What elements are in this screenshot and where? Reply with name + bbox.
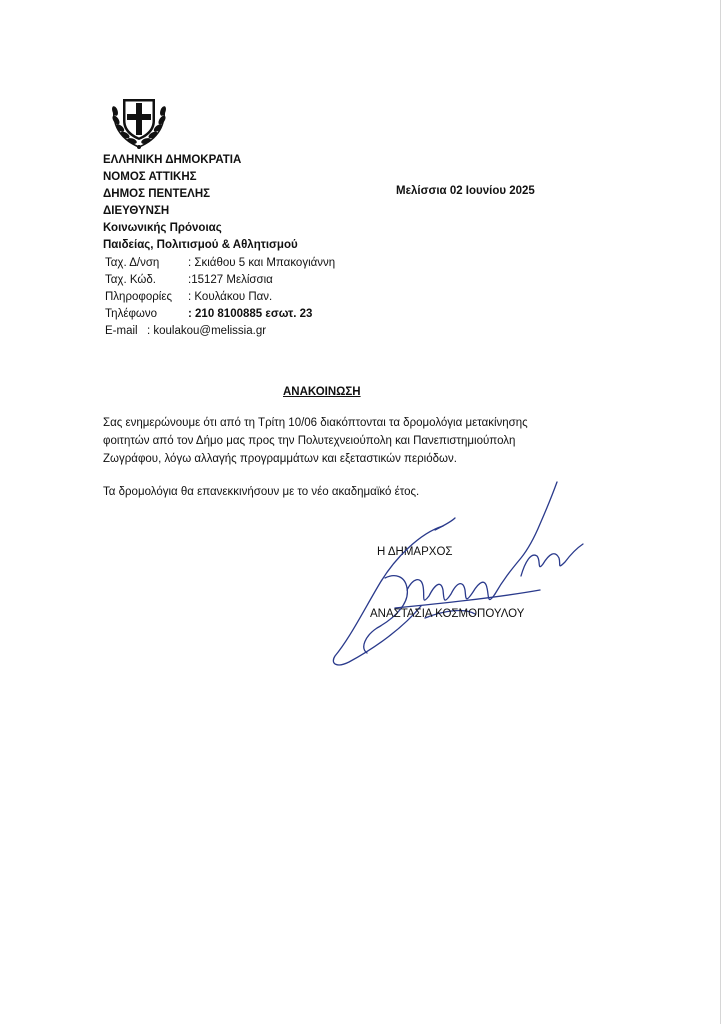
header-prefecture: ΝΟΜΟΣ ΑΤΤΙΚΗΣ: [103, 171, 197, 183]
info-label: Πληροφορίες: [105, 291, 173, 303]
body-line-4: Τα δρομολόγια θα επανεκκινήσουν με το νέο ακαδημαϊκό έτος.: [103, 486, 420, 498]
info-value: : Κουλάκου Παν.: [188, 291, 273, 303]
header-department-line2: Παιδείας, Πολιτισμού & Αθλητισμού: [103, 239, 298, 251]
email-label: E-mail: [105, 325, 138, 337]
body-line-2: φοιτητών από τον Δήμο μας προς την Πολυτεχνειούπολη και Πανεπιστημιούπολη: [103, 435, 516, 447]
document-date: Μελίσσια 02 Ιουνίου 2025: [396, 185, 535, 197]
postcode-label: Ταχ. Κώδ.: [105, 274, 156, 286]
header-municipality: ΔΗΜΟΣ ΠΕΝΤΕΛΗΣ: [103, 188, 211, 200]
email-value: : koulakou@melissia.gr: [147, 325, 267, 337]
greek-coat-of-arms-icon: [106, 87, 172, 153]
page-edge: [720, 0, 721, 1024]
announcement-title: ΑΝΑΚΟΙΝΩΣΗ: [283, 386, 361, 398]
phone-value: : 210 8100885 εσωτ. 23: [188, 308, 313, 320]
header-directorate: ΔΙΕΥΘΥΝΣΗ: [103, 205, 170, 217]
header-department-line1: Κοινωνικής Πρόνοιας: [103, 222, 222, 234]
header-country: ΕΛΛΗΝΙΚΗ ΔΗΜΟΚΡΑΤΙΑ: [103, 154, 242, 166]
body-line-1: Σας ενημερώνουμε ότι από τη Τρίτη 10/06 διακόπτονται τα δρομολόγια μετακίνησης: [103, 417, 528, 429]
postcode-value: :15127 Μελίσσια: [188, 274, 273, 286]
signatory-role: Η ΔΗΜΑΡΧΟΣ: [377, 546, 453, 558]
address-value: : Σκιάθου 5 και Μπακογιάννη: [188, 257, 336, 269]
body-line-3: Ζωγράφου, λόγω αλλαγής προγραμμάτων και εξεταστικών περιόδων.: [103, 453, 457, 465]
phone-label: Τηλέφωνο: [105, 308, 158, 320]
handwritten-signature: [325, 478, 595, 678]
address-label: Ταχ. Δ/νση: [105, 257, 160, 269]
signatory-name: ΑΝΑΣΤΑΣΙΑ ΚΟΣΜΟΠΟΥΛΟΥ: [370, 608, 525, 620]
